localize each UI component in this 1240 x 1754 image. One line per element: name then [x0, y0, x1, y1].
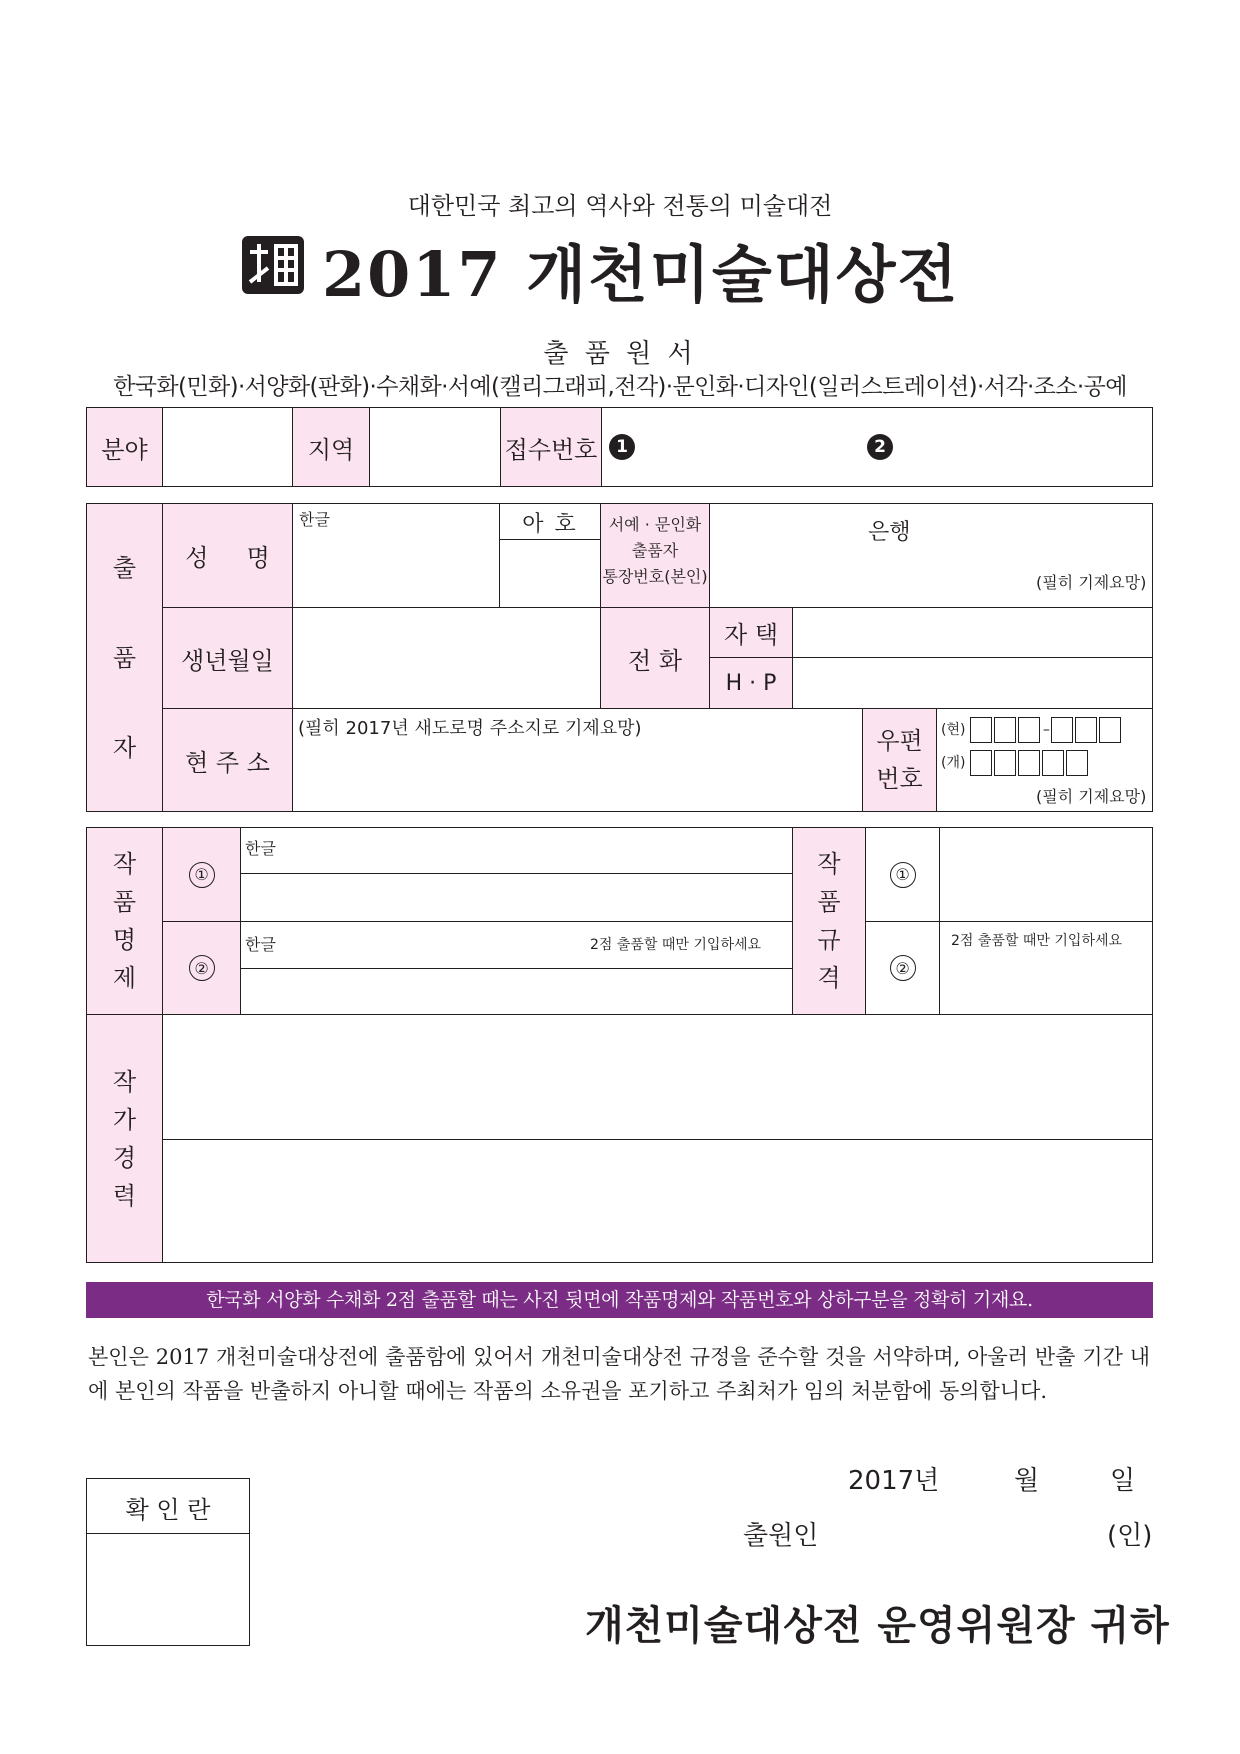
old-postal-code-input[interactable]: (현) – — [941, 717, 1123, 743]
receipt-number-2-badge: 2 — [867, 434, 893, 460]
mobile-phone-label: H · P — [710, 658, 792, 708]
category-list: 한국화(민화)·서양화(판화)·수채화·서예(캘리그래피,전각)·문인화·디자인(일러스트레이션)·서각·조소·공예 — [113, 374, 1127, 400]
birth-label: 생년월일 — [163, 608, 292, 708]
work-1-number: ① — [163, 828, 240, 921]
home-phone-input[interactable] — [793, 608, 1152, 656]
main-title: 2017 개천미술대상전 — [322, 238, 960, 311]
receipt-number-1-badge: 1 — [609, 434, 635, 460]
bank-required-note: (필히 기제요망) — [1036, 573, 1147, 592]
name-label: 성 명 — [163, 504, 292, 607]
work-2-title-input[interactable] — [241, 969, 791, 1014]
postal-code-label: 우편 번호 — [863, 709, 936, 811]
date-year: 2017년 — [848, 1466, 940, 1496]
work-2-size-input[interactable] — [940, 950, 1152, 1013]
confirmation-label: 확 인 란 — [125, 1496, 211, 1524]
size-2-number: ② — [866, 922, 939, 1014]
penname-input[interactable] — [500, 540, 600, 606]
size-2-note: 2점 출품할 때만 기입하세요 — [951, 933, 1123, 949]
field-input[interactable] — [163, 408, 292, 486]
receipt-label: 접수번호 — [501, 408, 601, 486]
phone-label: 전 화 — [601, 608, 709, 708]
work-2-hangul-label: 한글 — [245, 935, 276, 954]
work-title-section-label: 작 품 명 제 — [87, 828, 162, 1014]
work-2-number: ② — [163, 922, 240, 1014]
notice-bar: 한국화 서양화 수채화 2점 출품할 때는 사진 뒷면에 작품명제와 작품번호와 상하구분을 정확히 기재요. — [86, 1282, 1153, 1318]
pledge-text: 본인은 2017 개천미술대상전에 출품함에 있어서 개천미술대상전 규정을 준수할 것을 서약하며, 아울러 반출 기간 내에 본인의 작품을 반출하지 아니할 때에는 작품의 소유권을 포기하고 주최처가 임의 처분함에 동의합니다. — [88, 1345, 1150, 1403]
receipt-number-input[interactable] — [640, 408, 1150, 486]
career-input-2[interactable] — [163, 1140, 1152, 1262]
penname-label: 아 호 — [522, 512, 578, 537]
work-2-note: 2점 출품할 때만 기입하세요 — [590, 937, 762, 953]
work-size-section-label: 작 품 규 격 — [793, 828, 865, 1014]
work-1-hangul-label: 한글 — [245, 839, 276, 858]
field-label: 분야 — [87, 408, 162, 486]
work-1-title-input[interactable] — [241, 874, 791, 920]
bank-account-label: 서예 · 문인화 출품자 통장번호(본인) — [601, 504, 709, 607]
career-input-1[interactable] — [163, 1015, 1152, 1139]
date-day-label: 일 — [1110, 1466, 1136, 1496]
name-input[interactable] — [293, 530, 498, 606]
date-month-input[interactable] — [950, 1455, 1010, 1493]
work-1-title-hangul-input[interactable] — [241, 828, 791, 873]
postal-required-note: (필히 기제요망) — [1036, 787, 1147, 806]
applicant-sign-input[interactable] — [840, 1510, 1095, 1550]
address-label: 현 주 소 — [163, 709, 292, 811]
form-title: 출 품 원 서 — [543, 339, 697, 369]
work-1-size-input[interactable] — [940, 828, 1152, 920]
work-2-title-hangul-input[interactable] — [241, 922, 791, 968]
address-input[interactable] — [293, 740, 861, 810]
mobile-phone-input[interactable] — [793, 658, 1152, 708]
bank-account-input[interactable] — [710, 504, 1152, 607]
new-postal-code-input[interactable]: (개) — [941, 750, 1090, 776]
address-note: (필히 2017년 새도로명 주소지로 기제요망) — [298, 718, 642, 739]
region-label: 지역 — [293, 408, 369, 486]
date-day-input[interactable] — [1055, 1455, 1110, 1493]
size-1-number: ① — [866, 828, 939, 921]
seal-mark: (인) — [1107, 1521, 1153, 1551]
applicant-sign-label: 출원인 — [743, 1521, 819, 1551]
applicant-section-label: 출 품 자 — [87, 504, 162, 811]
region-input[interactable] — [370, 408, 500, 486]
seal-logo-icon — [240, 232, 306, 298]
bank-label: 은행 — [868, 520, 911, 545]
recipient-line: 개천미술대상전 운영위원장 귀하 — [585, 1602, 1170, 1649]
birth-input[interactable] — [293, 608, 599, 708]
career-section-label: 작 가 경 력 — [87, 1015, 162, 1262]
name-hangul-label: 한글 — [299, 510, 330, 529]
header-subtitle: 대한민국 최고의 역사와 전통의 미술대전 — [407, 192, 833, 220]
date-month-label: 월 — [1014, 1466, 1040, 1496]
confirmation-input[interactable] — [87, 1534, 249, 1645]
home-phone-label: 자 택 — [710, 608, 792, 657]
